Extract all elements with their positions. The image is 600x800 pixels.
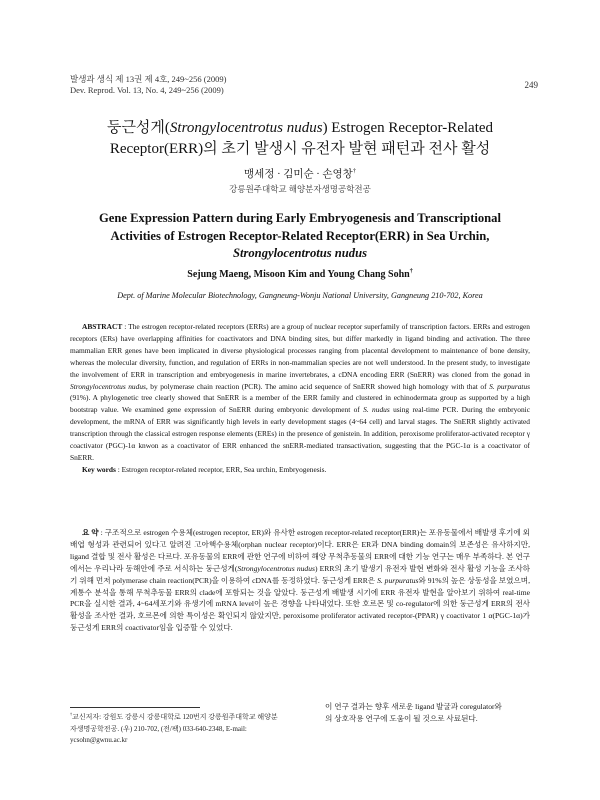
continuation-line2: 의 상호작용 연구에 도움이 될 것으로 사료된다. [325, 714, 478, 723]
korean-title-line2: Receptor(ERR)의 초기 발생시 유전자 발현 패턴과 전사 활성 [109, 141, 491, 157]
english-title [40, 210, 560, 263]
abstract-species-2: S. purpuratus [489, 381, 531, 391]
abstract-species-1: Strongylocentrotus nudus [70, 381, 146, 391]
abstract-label: ABSTRACT [82, 322, 123, 331]
korean-abstract-text-1: : 구조적으로 estrogen 수용체(estrogen receptor, ER)와 유사한 estrogen receptor-related receptor(ERR)는 포유동물에서 배발생 후기에 외배엽 형성과 관련되어 있다고 알려진 고아핵수용체(orphan nuclear receptor)이다. ERR은 ER과 DNA binding domain의 보존성은 유사하지만, ligand 결합 및 전사 활성은 다르다. 포유동물의 ERR에 관한 연구에 비하여 해양 무척추동물의 ERR에 대한 기능 연구는 매우 부족하다. 본 연구에서는 우리나라 동해안에 주로 서식하는 둥근성게( [70, 528, 530, 573]
journal-header [70, 74, 226, 96]
abstract-text-1: : The estrogen receptor-related receptors (ERRs) are a group of nuclear receptor superfamily of transcription factors. ERRs and estrogen receptors (ERs) have overlapping affinities for coactivators and DNA binding sites, but differ markedly in ligand binding and activation. The three mammalian ERR genes have been implicated in diverse physiological processes ranging from placental development to maintenance of bone density, whereas the molecular diversity, function, and regulation of ERRs in non-mammalian species are not well understood. In the present study, to investigate the involvement of ERR in transcription and embryogenesis in marine invertebrates, a cDNA encoding ERR (SnERR) was cloned from the gonad in [70, 322, 530, 379]
keywords [70, 464, 530, 476]
english-title-line2: Activities of Estrogen Receptor-Related Receptor(ERR) in Sea Urchin, [110, 228, 490, 243]
korean-abstract-text-2: ) ERR의 초기 발생기 유전자 발현 변화와 전사 활성 기능을 조사하기 위해 먼저 polymerase chain reaction(PCR)을 이용하여 cDNA를 동정하였다. 둥근성게 ERR은 [70, 563, 530, 585]
footnote-divider [70, 707, 200, 708]
korean-abstract-paragraph [70, 527, 530, 634]
korean-authors [0, 166, 600, 181]
journal-header-korean: 발생과 생식 제 13권 제 4호, 249~256 (2009) [70, 74, 227, 84]
korean-author-names: 맹세정 · 김미순 · 손영창 [244, 169, 353, 180]
english-title-species: Strongylocentrotus nudus [232, 246, 368, 260]
korean-affiliation: 강릉원주대학교 해양분자생명공학전공 [229, 184, 371, 194]
korean-abstract-species-1: Strongylocentrotus nudus [237, 563, 315, 573]
korean-abstract-species-2: S. purpuratus [377, 575, 419, 585]
journal-header-english: Dev. Reprod. Vol. 13, No. 4, 249~256 (2009) [70, 85, 224, 95]
english-author-names: Sejung Maeng, Misoon Kim and Young Chang Sohn [187, 269, 410, 280]
footnote [70, 712, 280, 747]
korean-abstract [70, 527, 530, 634]
abstract-species-3: S. nudus [363, 405, 390, 415]
abstract [70, 321, 530, 476]
english-title-line1: Gene Expression Pattern during Early Embryogenesis and Transcriptional [99, 211, 501, 225]
abstract-paragraph [70, 321, 530, 464]
english-affiliation: Dept. of Marine Molecular Biotechnology, Gangneung-Wonju National University, Gangneung 210-702, Korea [117, 291, 483, 300]
footnote-text: 교신저자: 강원도 강릉시 강릉대학로 120번지 강릉원주대학교 해양분자생명공학전공. (우) 210-702, (전/팩) 033-640-2348, E-mail: ycsohn@gwnu.ac.kr [70, 713, 278, 744]
english-title-line3 [40, 245, 560, 263]
abstract-text-4: using real-time PCR. During the embryonic development, the mRNA of ERR was significantly high levels in early development stages (4~64 cell) and larval stages. The SnERR slightly activated transcription through the classical estrogen response elements (EREs) in the presence of genistein. In addition, peroxisome proliferator-activated receptor γ coactivator (PGC)-1α knwon as a coactivator of ERR enhanced the snERR-mediated transactivation, suggesting that the PGC-1α is a coactivator of SnERR. [70, 405, 530, 462]
abstract-text-3: (91%). A phylogenetic tree clearly showed that SnERR is a member of the ERR family and clustered in echinodermata group as supported by a high bootstrap value. We examined gene expression of SnERR during embryonic development of [70, 393, 530, 415]
korean-title-part-a: 둥근성게( [106, 120, 170, 136]
korean-title-species: Strongylocentrotus nudus [169, 120, 323, 136]
corresponding-author-mark-english: † [409, 268, 413, 275]
korean-abstract-label: 요 약 [82, 528, 99, 537]
keywords-text: : Estrogen receptor-related receptor, ERR, Sea urchin, Embryogenesis. [115, 464, 327, 474]
korean-title [40, 118, 560, 160]
korean-abstract-text-3: 와 91%의 높은 상동성을 보였으며, 계통수 분석을 통해 무척추동물 ERR의 clade에 포함되는 것을 알았다. 둥근성게 배발생 시기에 ERR 유전자 발현을 알아보기 위하여 real-time PCR을 실시한 결과, 4~64세포기와 유생기에 mRNA level이 높은 경향을 나타내었다. 또한 호르몬 및 co-regulator에 의한 둥근성게 ERR의 전사 활성을 조사한 결과, 호르몬에 의한 특이성은 확인되지 않았지만, peroxisome proliferator activated receptor-(PPAR) γ coactivator 1 α(PGC-1α)가 둥근성게 ERR의 coactivator임을 입증할 수 있었다. [70, 575, 531, 633]
korean-title-line1 [40, 118, 560, 139]
footnote-mark: † [70, 711, 73, 717]
abstract-text-2: , by polymerase chain reaction (PCR). The amino acid sequence of SnERR showed high homology with that of [145, 381, 490, 391]
page-number: 249 [524, 80, 538, 90]
english-authors [0, 269, 600, 280]
korean-title-part-b: ) Estrogen Receptor-Related [322, 120, 494, 136]
keywords-label: Key words [82, 464, 116, 474]
continuation-line1: 이 연구 결과는 향후 새로운 ligand 발굴과 coregulator와 [325, 702, 502, 711]
korean-abstract-continuation [325, 701, 540, 725]
corresponding-author-mark-korean: † [352, 167, 356, 175]
